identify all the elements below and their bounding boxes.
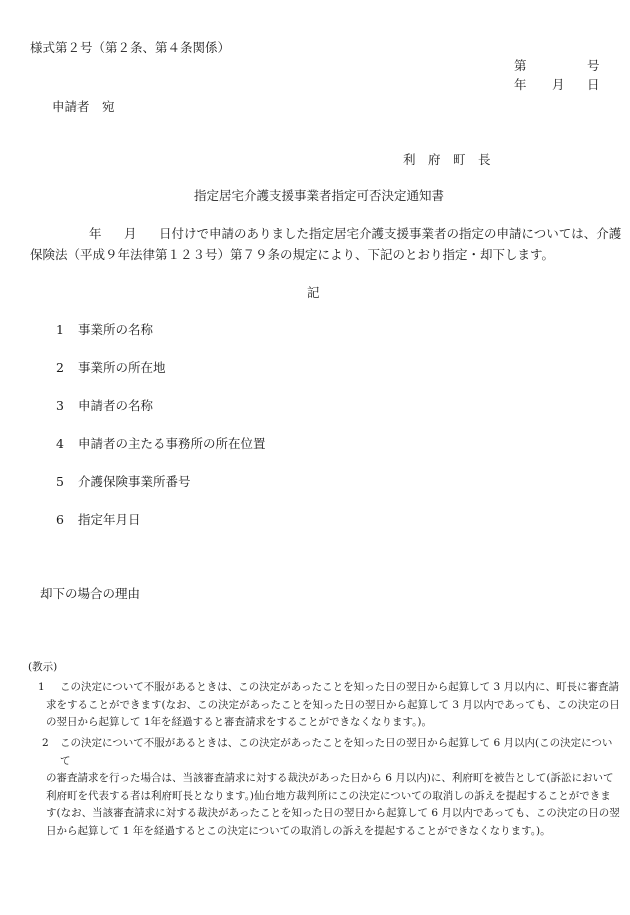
notice-line: この決定について不服があるときは、この決定があったことを知った日の翌日から起算して 6 月以内(この決定について (60, 737, 613, 767)
notice-1 (38, 679, 620, 732)
form-number: 様式第２号（第２条、第４条関係） (30, 40, 231, 55)
issuer: 利 府 町 長 (403, 152, 491, 167)
item-number: 4 (56, 436, 64, 451)
body-month: 月 (124, 226, 137, 241)
notice-2 (42, 735, 620, 840)
notice-line: 利府町を代表する者は利府町長となります。)仙台地方裁判所にこの決定についての取消しの訴えを提起することができま (46, 789, 611, 802)
notice-line: の翌日から起算して 1年を経過すると審査請求をすることができなくなります。)。 (46, 716, 433, 728)
item-number: 6 (56, 512, 64, 527)
notice-line: の審査請求を行った場合は、当該審査請求に対する裁決があった日から 6 月以内)に、利府町を被告として(訴訟において (46, 772, 614, 784)
notice-line: す(なお、当該審査請求に対する裁決があったことを知った日の翌日から起算して 6 月以内であっても、この決定の日の翌 (46, 807, 620, 819)
body-line-2: 保険法（平成９年法律第１２３号）第７９条の規定により、下記のとおり指定・却下します。 (30, 247, 555, 262)
body-line-1: 日付けで申請のありました指定居宅介護支援事業者の指定の申請については、介護 (159, 226, 622, 241)
item-label: 介護保険事業所番号 (78, 474, 191, 489)
item-label: 事業所の所在地 (78, 360, 166, 375)
doc-number-prefix: 第 (514, 58, 527, 73)
list-item (56, 472, 191, 490)
item-number: 2 (56, 360, 64, 375)
list-item (56, 358, 166, 376)
list-item (56, 434, 266, 452)
body-year: 年 (89, 226, 102, 241)
item-label: 申請者の名称 (78, 398, 154, 413)
notice-line: この決定について不服があるときは、この決定があったことを知った日の翌日から起算して 3 月以内に、町長に審査請 (60, 681, 620, 693)
item-number: 1 (56, 322, 64, 337)
notice-number: 1 (38, 681, 45, 693)
notice-line: 求をすることができます(なお、この決定があったことを知った日の翌日から起算して 3 月以内であっても、この決定の日 (46, 698, 620, 711)
recipient: 申請者 宛 (52, 99, 115, 114)
item-label: 申請者の主たる事務所の所在位置 (78, 436, 266, 451)
notice-heading: (教示) (28, 661, 58, 673)
notice-line: 日から起算して 1 年を経過するとこの決定についての取消しの訴えを提起することができなくなります。)。 (46, 824, 551, 837)
date-month: 月 (552, 77, 565, 92)
reject-reason-label: 却下の場合の理由 (40, 586, 141, 601)
ki-heading: 記 (307, 285, 320, 300)
item-number: 3 (56, 398, 64, 413)
item-number: 5 (56, 474, 64, 489)
list-item (56, 320, 153, 338)
date-year: 年 (514, 77, 527, 92)
notice-number: 2 (42, 737, 49, 749)
list-item (56, 396, 153, 414)
item-label: 指定年月日 (78, 512, 141, 527)
doc-number-suffix: 号 (587, 58, 600, 73)
list-item (56, 510, 141, 528)
document-title: 指定居宅介護支援事業者指定可否決定通知書 (194, 188, 445, 203)
date-day: 日 (587, 77, 600, 92)
item-label: 事業所の名称 (78, 322, 154, 337)
